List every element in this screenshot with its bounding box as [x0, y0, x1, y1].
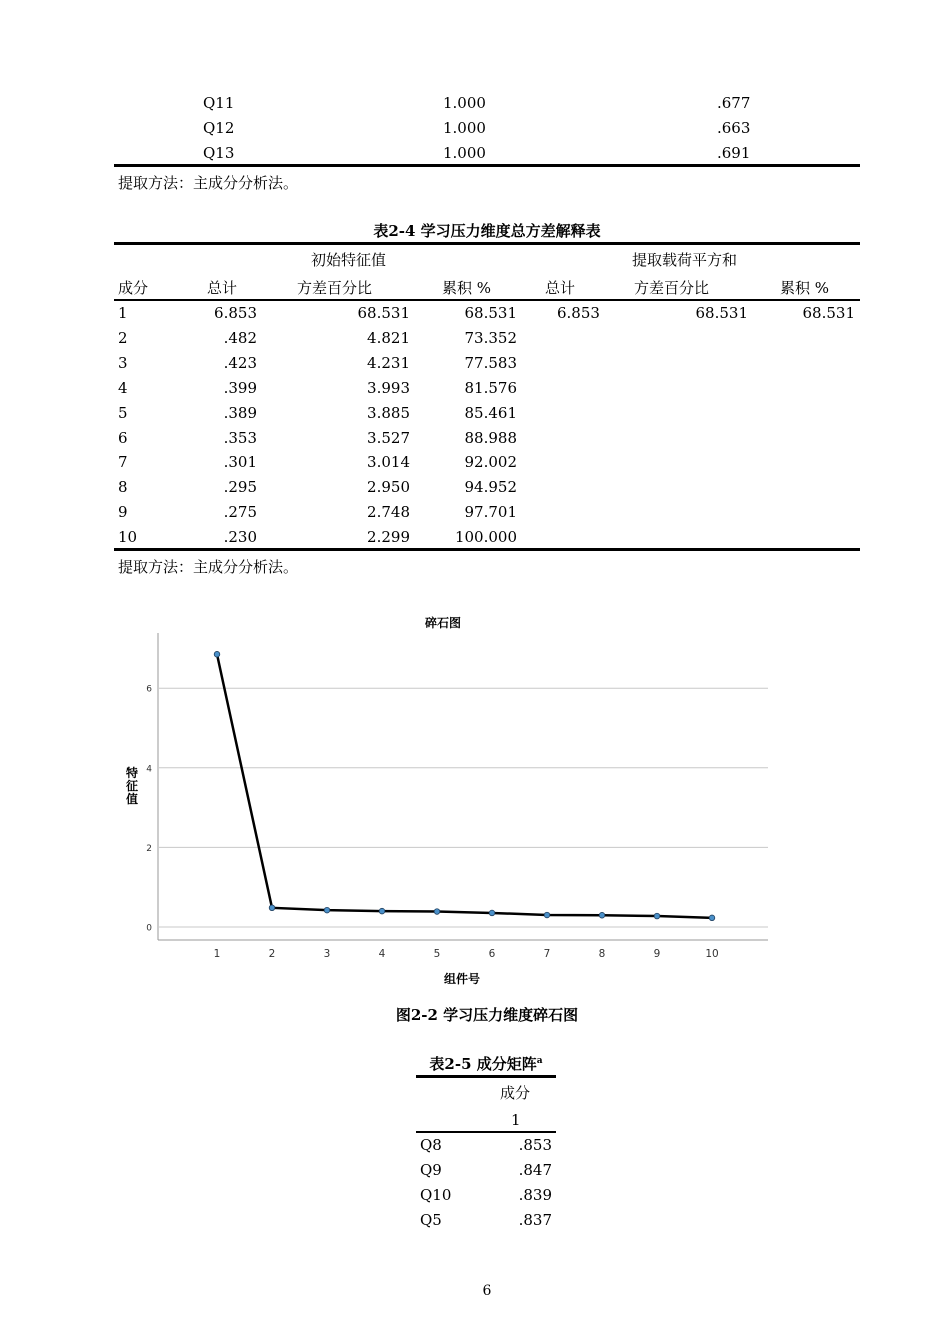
- table-cell: .677: [717, 94, 751, 112]
- data-point: [489, 910, 495, 916]
- data-point: [324, 907, 330, 913]
- data-point: [379, 908, 385, 914]
- series-line: [217, 654, 712, 918]
- table-cell: 2.299: [367, 528, 410, 547]
- table-cell: 3.014: [367, 453, 410, 472]
- data-point: [544, 912, 550, 918]
- table-cell: 9: [118, 503, 128, 522]
- data-point: [654, 913, 660, 919]
- table-cell: 97.701: [464, 503, 517, 522]
- column-header: 方差百分比: [297, 279, 373, 297]
- table-top-rule: [114, 242, 860, 245]
- y-axis-label: 特征值: [125, 766, 139, 806]
- y-tick-label: 6: [146, 684, 152, 695]
- table-row-label: Q10: [420, 1186, 452, 1204]
- table-cell: .847: [518, 1161, 552, 1179]
- x-axis-label: 组件号: [443, 972, 481, 986]
- table-cell: .301: [223, 453, 257, 472]
- column-header: 累积 %: [780, 279, 830, 297]
- table-cell: .389: [223, 403, 257, 422]
- table-cell: 7: [118, 453, 128, 472]
- x-tick-label: 5: [433, 948, 441, 960]
- table-cell: 10: [118, 528, 138, 547]
- column-header: 总计: [545, 279, 576, 297]
- x-tick-label: 2: [268, 948, 276, 960]
- column-group-header: 成分: [500, 1084, 531, 1102]
- data-point: [269, 905, 275, 911]
- table-cell: 3.993: [367, 378, 410, 397]
- table-cell: 88.988: [464, 428, 517, 447]
- figure-caption: 图2-2 学习压力维度碎石图: [395, 1006, 579, 1024]
- x-tick-label: 1: [213, 948, 221, 960]
- x-tick-label: 9: [653, 948, 661, 960]
- table-cell: .853: [518, 1136, 552, 1154]
- data-point: [599, 912, 605, 918]
- y-tick-label: 0: [146, 923, 152, 934]
- table-cell: 68.531: [357, 304, 410, 322]
- table-cell: .837: [518, 1211, 552, 1229]
- x-tick-label: 6: [488, 948, 496, 960]
- chart-title: 碎石图: [424, 616, 462, 630]
- table-cell: 85.461: [464, 403, 517, 422]
- table-cell: 4.231: [367, 353, 410, 372]
- table-cell: .691: [717, 144, 751, 162]
- table-cell: 2.748: [367, 503, 410, 522]
- table-cell: Q11: [203, 94, 235, 112]
- table-row-label: Q8: [420, 1136, 442, 1154]
- table-title: 表2-4 学习压力维度总方差解释表: [373, 222, 601, 240]
- y-ticks: [146, 685, 152, 934]
- data-point: [434, 909, 440, 915]
- group-header-extraction: 提取载荷平方和: [632, 251, 738, 269]
- column-header: 总计: [207, 279, 238, 297]
- table-note: 提取方法：主成分分析法。: [118, 174, 299, 192]
- group-header-initial: 初始特征值: [311, 251, 387, 269]
- table-cell: .482: [223, 328, 257, 347]
- table-top-rule: [416, 1075, 556, 1078]
- table-cell: 100.000: [454, 528, 517, 547]
- table-cell: 1.000: [443, 94, 486, 112]
- table-cell: .399: [223, 378, 257, 397]
- table-bottom-rule: [114, 164, 860, 167]
- table-header-rule: [416, 1131, 556, 1133]
- column-header: 累积 %: [442, 279, 492, 297]
- table-cell: 73.352: [464, 328, 517, 347]
- table-cell: 6.853: [214, 304, 257, 322]
- x-tick-label: 7: [543, 948, 551, 960]
- column-header: 1: [511, 1111, 521, 1129]
- table-cell: 1.000: [443, 119, 486, 137]
- y-tick-label: 2: [146, 843, 152, 854]
- scree-plot: [110, 605, 790, 1000]
- table-cell: 77.583: [464, 353, 517, 372]
- table-cell: 8: [118, 478, 128, 497]
- table-cell: .423: [223, 353, 257, 372]
- table-cell: 2: [118, 328, 128, 347]
- table-cell: 68.531: [464, 304, 517, 322]
- table-title-text: 表2-5 成分矩阵: [429, 1055, 537, 1073]
- table-row-label: Q9: [420, 1161, 442, 1179]
- table-cell: 5: [118, 403, 128, 422]
- table-title: [416, 1053, 556, 1074]
- table-cell: Q13: [203, 144, 235, 162]
- column-header: 方差百分比: [634, 279, 710, 297]
- table-cell: 92.002: [464, 453, 517, 472]
- table-cell: 1.000: [443, 144, 486, 162]
- table-cell: 3.885: [367, 403, 410, 422]
- table-cell: .230: [223, 528, 257, 547]
- y-tick-label: 4: [146, 764, 152, 775]
- x-tick-label: 8: [598, 948, 606, 960]
- table-bottom-rule: [114, 548, 860, 551]
- x-tick-label: 3: [323, 948, 331, 960]
- table-cell: 3: [118, 353, 128, 372]
- table-cell: 6: [118, 428, 128, 447]
- table-cell: 4.821: [367, 328, 410, 347]
- page-number: 6: [482, 1283, 492, 1299]
- table-cell: .353: [223, 428, 257, 447]
- table-cell: 4: [118, 378, 128, 397]
- table-cell: .663: [717, 119, 751, 137]
- table-cell: .275: [223, 503, 257, 522]
- table-title-sup: a: [536, 1056, 543, 1066]
- x-ticks: [214, 948, 719, 960]
- column-header: 成分: [118, 279, 149, 297]
- x-tick-label: 4: [378, 948, 386, 960]
- series: [214, 651, 715, 920]
- data-point: [709, 915, 715, 921]
- table-cell: 3.527: [367, 428, 410, 447]
- table-row-label: Q5: [420, 1211, 442, 1229]
- x-tick-label: 10: [705, 948, 719, 960]
- table-cell: 68.531: [695, 304, 748, 322]
- table-note: 提取方法：主成分分析法。: [118, 558, 299, 576]
- table-cell: 94.952: [464, 478, 517, 497]
- table-cell: 2.950: [367, 478, 410, 497]
- table-cell: Q12: [203, 119, 235, 137]
- data-point: [214, 651, 220, 657]
- table-header-rule: [114, 299, 860, 301]
- table-cell: 68.531: [802, 304, 855, 322]
- table-cell: 1: [118, 304, 128, 322]
- table-cell: 6.853: [557, 304, 600, 322]
- table-cell: 81.576: [464, 378, 517, 397]
- table-cell: .839: [518, 1186, 552, 1204]
- table-cell: .295: [223, 478, 257, 497]
